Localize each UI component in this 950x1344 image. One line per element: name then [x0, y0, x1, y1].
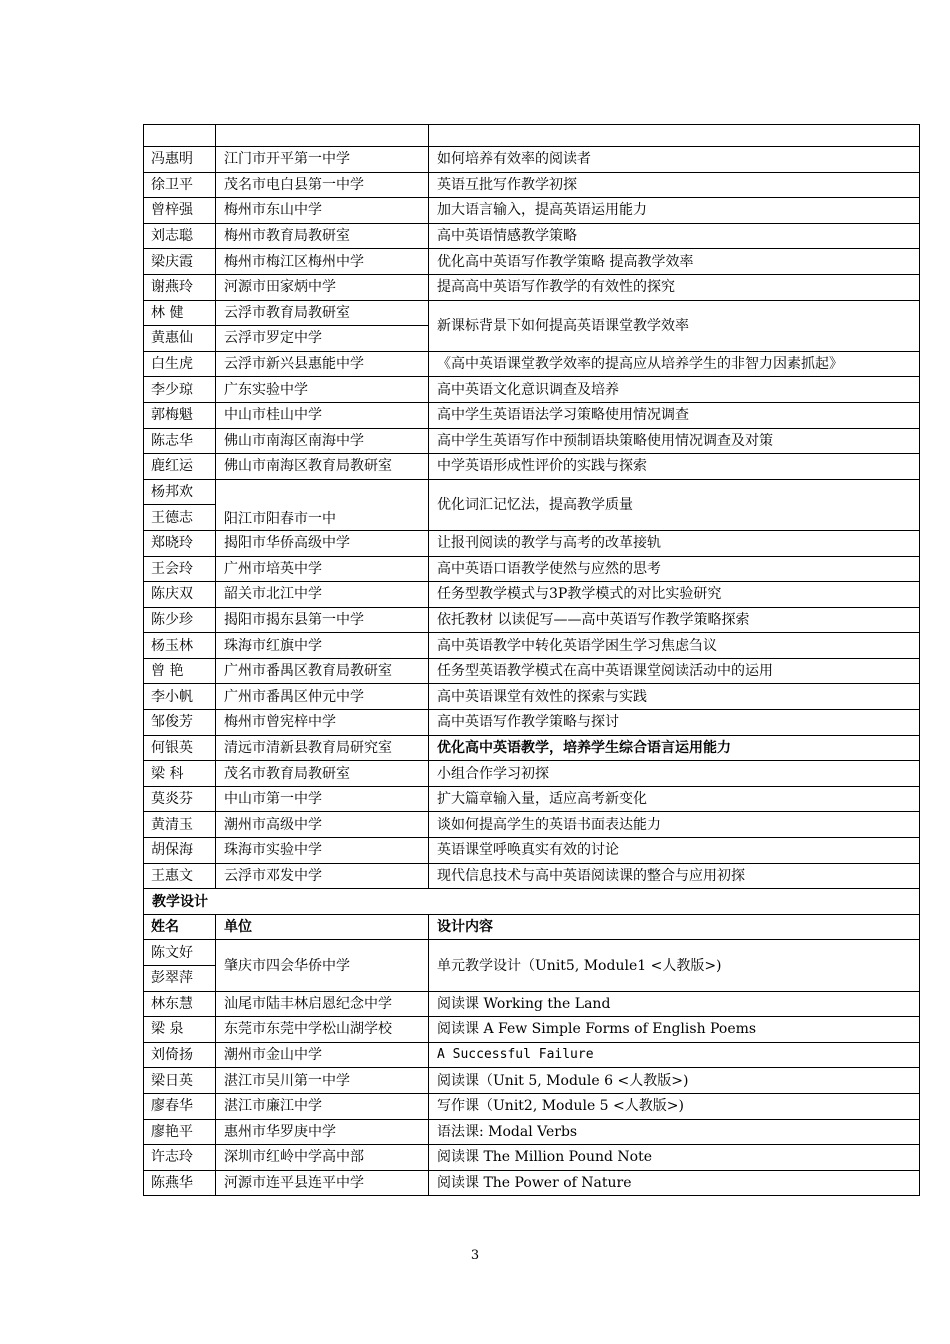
section-title: 教学设计 — [144, 889, 920, 915]
table-row — [144, 172, 920, 198]
name-cell: 黄惠仙 — [144, 326, 216, 352]
unit-cell: 珠海市红旗中学 — [216, 633, 429, 659]
topic-cell: 高中英语写作教学策略与探讨 — [429, 710, 920, 736]
unit-cell: 河源市连平县连平中学 — [216, 1170, 429, 1196]
unit-cell: 梅州市梅江区梅州中学 — [216, 249, 429, 275]
topic-cell: 现代信息技术与高中英语阅读课的整合与应用初探 — [429, 863, 920, 889]
topic-cell: 任务型英语教学模式在高中英语课堂阅读活动中的运用 — [429, 658, 920, 684]
table-row — [144, 530, 920, 556]
name-cell: 杨邦欢 — [144, 479, 216, 505]
content-cell: 写作课（Unit2, Module 5 <人教版>) — [429, 1093, 920, 1119]
unit-cell: 湛江市吴川第一中学 — [216, 1068, 429, 1094]
unit-cell: 云浮市教育局教研室 — [216, 300, 429, 326]
table-row — [144, 812, 920, 838]
table-row — [144, 300, 920, 326]
table-row — [144, 274, 920, 300]
unit-cell: 茂名市教育局教研室 — [216, 761, 429, 787]
header-name: 姓名 — [144, 914, 216, 940]
table-row — [144, 582, 920, 608]
topic-cell: 英语课堂呼唤真实有效的讨论 — [429, 838, 920, 864]
name-cell: 廖艳平 — [144, 1119, 216, 1145]
table-row — [144, 377, 920, 403]
topic-cell: 扩大篇章输入量，适应高考新变化 — [429, 786, 920, 812]
name-cell: 陈庆双 — [144, 582, 216, 608]
table-row — [144, 684, 920, 710]
table-row — [144, 147, 920, 173]
table-row — [144, 428, 920, 454]
unit-cell: 中山市桂山中学 — [216, 402, 429, 428]
content-cell: A Successful Failure — [429, 1042, 920, 1068]
table-row — [144, 1093, 920, 1119]
name-cell: 陈志华 — [144, 428, 216, 454]
unit-cell: 揭阳市揭东县第一中学 — [216, 607, 429, 633]
topic-cell: 中学英语形成性评价的实践与探索 — [429, 454, 920, 480]
name-cell: 郑晓玲 — [144, 530, 216, 556]
unit-cell: 东莞市东莞中学松山湖学校 — [216, 1017, 429, 1043]
name-cell: 曾梓强 — [144, 198, 216, 224]
topic-cell: 高中英语口语教学使然与应然的思考 — [429, 556, 920, 582]
unit-cell: 中山市第一中学 — [216, 786, 429, 812]
topic-cell: 新课标背景下如何提高英语课堂教学效率 — [429, 300, 920, 351]
name-cell: 徐卫平 — [144, 172, 216, 198]
table-row — [144, 940, 920, 966]
table-row — [144, 198, 920, 224]
topic-cell: 高中英语情感教学策略 — [429, 223, 920, 249]
empty-cell — [216, 125, 429, 147]
name-cell: 王会玲 — [144, 556, 216, 582]
unit-cell: 珠海市实验中学 — [216, 838, 429, 864]
content-cell: 阅读课 The Million Pound Note — [429, 1145, 920, 1171]
unit-cell — [216, 479, 429, 530]
table-row — [144, 1145, 920, 1171]
table-row — [144, 838, 920, 864]
unit-cell: 梅州市曾宪梓中学 — [216, 710, 429, 736]
unit-cell: 惠州市华罗庚中学 — [216, 1119, 429, 1145]
table-row — [144, 863, 920, 889]
topic-cell: 小组合作学习初探 — [429, 761, 920, 787]
name-cell: 梁日英 — [144, 1068, 216, 1094]
header-row — [144, 914, 920, 940]
name-cell: 许志玲 — [144, 1145, 216, 1171]
topic-cell: 优化高中英语写作教学策略 提高教学效率 — [429, 249, 920, 275]
name-cell: 梁 泉 — [144, 1017, 216, 1043]
name-cell: 梁 科 — [144, 761, 216, 787]
content-cell: 阅读课 A Few Simple Forms of English Poems — [429, 1017, 920, 1043]
name-cell: 谢燕玲 — [144, 274, 216, 300]
topic-cell: 任务型教学模式与3P教学模式的对比实验研究 — [429, 582, 920, 608]
content-cell: 阅读课（Unit 5, Module 6 <人教版>) — [429, 1068, 920, 1094]
topic-cell: 优化高中英语教学，培养学生综合语言运用能力 — [429, 735, 920, 761]
topic-cell: 谈如何提高学生的英语书面表达能力 — [429, 812, 920, 838]
unit-cell: 佛山市南海区南海中学 — [216, 428, 429, 454]
topic-cell: 加大语言输入，提高英语运用能力 — [429, 198, 920, 224]
topic-cell: 优化词汇记忆法，提高教学质量 — [429, 479, 920, 530]
name-cell: 廖春华 — [144, 1093, 216, 1119]
table-row — [144, 1170, 920, 1196]
name-cell: 王德志 — [144, 505, 216, 531]
topic-cell: 提高高中英语写作教学的有效性的探究 — [429, 274, 920, 300]
name-cell: 陈燕华 — [144, 1170, 216, 1196]
name-cell: 莫炎芬 — [144, 786, 216, 812]
topic-cell: 高中学生英语写作中预制语块策略使用情况调查及对策 — [429, 428, 920, 454]
unit-cell: 茂名市电白县第一中学 — [216, 172, 429, 198]
topic-cell: 依托教材 以读促写——高中英语写作教学策略探索 — [429, 607, 920, 633]
name-cell: 陈少珍 — [144, 607, 216, 633]
name-cell: 冯惠明 — [144, 147, 216, 173]
unit-cell: 广州市番禺区仲元中学 — [216, 684, 429, 710]
header-content: 设计内容 — [429, 914, 920, 940]
table-row — [144, 1068, 920, 1094]
table-row — [144, 249, 920, 275]
unit-cell: 梅州市东山中学 — [216, 198, 429, 224]
topic-cell: 高中英语文化意识调查及培养 — [429, 377, 920, 403]
name-cell: 李少琼 — [144, 377, 216, 403]
page-number: 3 — [470, 1248, 480, 1263]
topic-cell: 如何培养有效率的阅读者 — [429, 147, 920, 173]
table-row — [144, 735, 920, 761]
name-cell: 陈文好 — [144, 940, 216, 966]
name-cell: 曾 艳 — [144, 658, 216, 684]
name-cell: 邹俊芳 — [144, 710, 216, 736]
name-cell: 彭翠萍 — [144, 966, 216, 992]
table-row — [144, 402, 920, 428]
name-cell: 郭梅魁 — [144, 402, 216, 428]
topic-cell: 高中学生英语语法学习策略使用情况调查 — [429, 402, 920, 428]
unit-cell: 江门市开平第一中学 — [216, 147, 429, 173]
table-row — [144, 223, 920, 249]
content-cell: 语法课: Modal Verbs — [429, 1119, 920, 1145]
unit-cell: 广州市番禺区教育局教研室 — [216, 658, 429, 684]
table-row — [144, 479, 920, 505]
empty-cell — [429, 125, 920, 147]
table-row — [144, 1042, 920, 1068]
topic-cell: 英语互批写作教学初探 — [429, 172, 920, 198]
unit-cell: 梅州市教育局教研室 — [216, 223, 429, 249]
unit-cell: 潮州市高级中学 — [216, 812, 429, 838]
content-cell: 阅读课 The Power of Nature — [429, 1170, 920, 1196]
table-row — [144, 454, 920, 480]
topic-cell: 高中英语课堂有效性的探索与实践 — [429, 684, 920, 710]
name-cell: 刘倚扬 — [144, 1042, 216, 1068]
table-row — [144, 607, 920, 633]
unit-cell: 云浮市罗定中学 — [216, 326, 429, 352]
unit-cell: 云浮市新兴县惠能中学 — [216, 351, 429, 377]
unit-text: 阳江市阳春市一中 — [224, 510, 336, 527]
unit-cell: 广东实验中学 — [216, 377, 429, 403]
table-row — [144, 351, 920, 377]
unit-cell: 肇庆市四会华侨中学 — [216, 940, 429, 991]
name-cell: 何银英 — [144, 735, 216, 761]
section-title-row — [144, 889, 920, 915]
topic-cell: 《高中英语课堂教学效率的提高应从培养学生的非智力因素抓起》 — [429, 351, 920, 377]
table-row — [144, 1017, 920, 1043]
unit-cell: 汕尾市陆丰林启恩纪念中学 — [216, 991, 429, 1017]
name-cell: 胡保海 — [144, 838, 216, 864]
name-cell: 林东慧 — [144, 991, 216, 1017]
name-cell: 李小帆 — [144, 684, 216, 710]
content-cell: 阅读课 Working the Land — [429, 991, 920, 1017]
unit-cell: 韶关市北江中学 — [216, 582, 429, 608]
name-cell: 梁庆霞 — [144, 249, 216, 275]
table-row — [144, 658, 920, 684]
name-cell: 杨玉林 — [144, 633, 216, 659]
unit-cell: 佛山市南海区教育局教研室 — [216, 454, 429, 480]
name-cell: 王惠文 — [144, 863, 216, 889]
name-cell: 刘志聪 — [144, 223, 216, 249]
document-table — [143, 124, 920, 1196]
table-row — [144, 761, 920, 787]
unit-cell: 云浮市邓发中学 — [216, 863, 429, 889]
unit-cell: 清远市清新县教育局研究室 — [216, 735, 429, 761]
table-row — [144, 633, 920, 659]
unit-cell: 湛江市廉江中学 — [216, 1093, 429, 1119]
unit-cell: 潮州市金山中学 — [216, 1042, 429, 1068]
name-cell: 林 健 — [144, 300, 216, 326]
table-row — [144, 786, 920, 812]
unit-cell: 深圳市红岭中学高中部 — [216, 1145, 429, 1171]
unit-cell: 揭阳市华侨高级中学 — [216, 530, 429, 556]
topic-cell: 高中英语教学中转化英语学困生学习焦虑刍议 — [429, 633, 920, 659]
unit-cell: 河源市田家炳中学 — [216, 274, 429, 300]
table-row — [144, 1119, 920, 1145]
empty-cell — [144, 125, 216, 147]
name-cell: 黄清玉 — [144, 812, 216, 838]
table-row — [144, 710, 920, 736]
name-cell: 鹿红运 — [144, 454, 216, 480]
topic-cell: 让报刊阅读的教学与高考的改革接轨 — [429, 530, 920, 556]
table-row — [144, 556, 920, 582]
unit-cell: 广州市培英中学 — [216, 556, 429, 582]
content-cell: 单元教学设计（Unit5, Module1 <人教版>) — [429, 940, 920, 991]
name-cell: 白生虎 — [144, 351, 216, 377]
table-row — [144, 991, 920, 1017]
header-unit: 单位 — [216, 914, 429, 940]
table-row — [144, 125, 920, 147]
